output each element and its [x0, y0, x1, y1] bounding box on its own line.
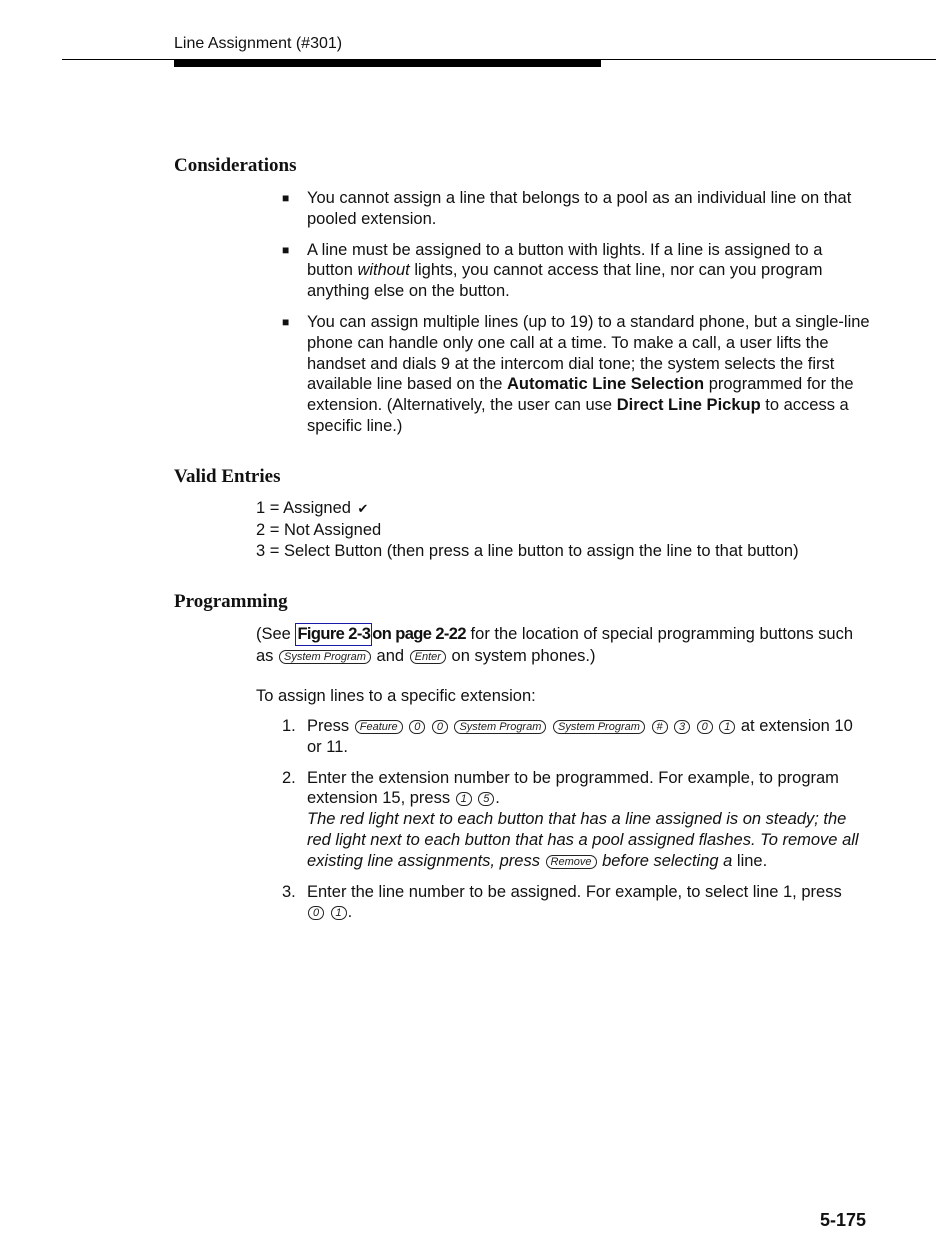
entry-item: [256, 498, 799, 520]
bullet-text: A line must be assigned to a button with lights. If a line is assigned to a button: [307, 240, 823, 280]
bullet-text: lights, you cannot access that line, nor can you program anything else on the button.: [307, 261, 823, 301]
paragraph-text: on system phones.): [446, 646, 596, 665]
entry-item: 2 = Not Assigned: [256, 520, 382, 539]
list-item: [282, 240, 872, 302]
feature-name: Automatic Line Selection: [506, 375, 705, 394]
steps-list: [282, 716, 872, 933]
digit-key-icon: 1: [456, 792, 472, 806]
step-item: [282, 716, 872, 758]
system-program-key-icon: System Program: [553, 720, 645, 734]
bullet-text: programmed for the extension. (Alternatively, the user can use: [307, 375, 854, 415]
entry-item: 3 = Select Button (then press a line button to assign the line to that button): [256, 541, 799, 560]
digit-key-icon: 1: [331, 906, 347, 920]
pound-key-icon: #: [652, 720, 668, 734]
enter-key-icon: Enter: [410, 650, 446, 664]
header-title: Line Assignment (#301): [174, 35, 343, 52]
step-item: [282, 768, 872, 872]
step-number: 1.: [282, 717, 296, 735]
page-number: 5-175: [820, 1210, 867, 1230]
remove-key-icon: Remove: [546, 855, 597, 869]
figure-link[interactable]: Figure 2-3: [295, 623, 372, 646]
bullet-text: You cannot assign a line that belongs to a pool as an individual line on that pooled extension.: [307, 189, 852, 228]
step-text: at extension 10 or 11.: [307, 717, 853, 756]
step-item: [282, 882, 872, 924]
feature-key-icon: Feature: [355, 720, 403, 734]
list-item: [282, 188, 872, 230]
bullet-text: You can assign multiple lines (up to 19) to a standard phone, but a single-line phone can handle only one call at a time. To make a call, a user lifts the handset and dials 9 at the intercom dial tone; the system selects the first available line based on the: [307, 312, 870, 394]
digit-key-icon: 0: [409, 720, 425, 734]
entry-text: 1 = Assigned: [256, 499, 351, 517]
paragraph-text: for the location of special programming buttons such as: [256, 625, 854, 665]
considerations-list: [282, 188, 872, 447]
step-text: .: [495, 789, 500, 808]
step-note-end: line.: [732, 851, 768, 870]
considerations-heading: Considerations: [174, 155, 297, 176]
step-text: Enter the line number to be assigned. For example, to select line 1, press: [307, 882, 842, 901]
step-text: .: [347, 903, 353, 922]
step-text: Press: [307, 717, 354, 735]
programming-heading: Programming: [174, 591, 288, 612]
digit-key-icon: 5: [478, 792, 494, 806]
system-program-key-icon: System Program: [454, 720, 546, 734]
digit-key-icon: 0: [308, 906, 324, 920]
paragraph-text: (See: [256, 625, 296, 643]
bullet-icon: ■: [282, 242, 290, 257]
step-number: 3.: [282, 882, 296, 901]
page-reference: on page 2-22: [372, 625, 466, 643]
step-text: Enter the extension number to be programmed. For example, to program extension 15, press: [307, 768, 839, 808]
step-number: 2.: [282, 768, 296, 787]
valid-entries-heading: Valid Entries: [174, 466, 281, 487]
digit-key-icon: 3: [674, 720, 690, 734]
bullet-icon: ■: [282, 314, 290, 329]
paragraph-text: and: [371, 646, 409, 665]
checkmark-icon: ✔: [357, 501, 369, 516]
step-note: before selecting a: [597, 851, 733, 870]
step-note: The red light next to each button that has a line assigned is on steady; the red light next to each button that has a pool assigned flashes. To remove all existing line assignments, press: [307, 810, 859, 870]
feature-name: Direct Line Pickup: [616, 396, 761, 415]
system-program-key-icon: System Program: [279, 650, 371, 664]
bullet-icon: ■: [282, 191, 290, 205]
valid-entries-list: [256, 498, 799, 561]
list-item: [282, 312, 872, 437]
header-bar: [174, 60, 601, 67]
bullet-text: to access a specific line.): [307, 396, 849, 435]
see-reference-paragraph: [256, 623, 872, 667]
steps-intro: To assign lines to a specific extension:: [256, 687, 536, 705]
digit-key-icon: 0: [697, 720, 713, 734]
digit-key-icon: 1: [719, 720, 735, 734]
digit-key-icon: 0: [432, 720, 448, 734]
emphasis-text: without: [357, 261, 410, 280]
